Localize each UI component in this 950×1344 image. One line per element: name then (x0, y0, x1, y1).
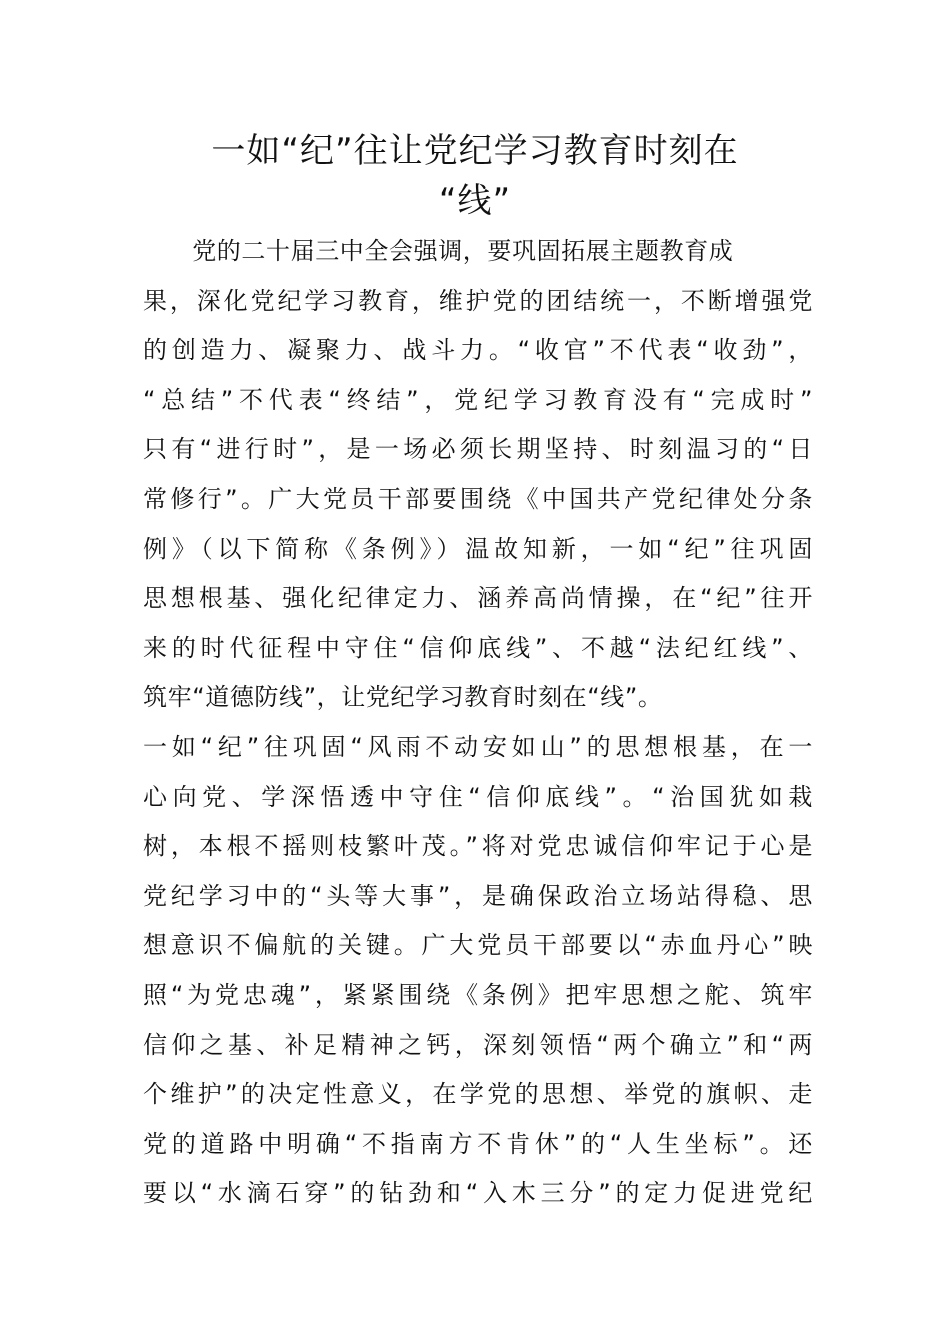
document-title-line-2: “线” (438, 181, 512, 221)
paragraph-line: 筑牢“道德防线”，让党纪学习教育时刻在“线”。 (143, 683, 663, 712)
paragraph-line: 照“为党忠魂”，紧紧围绕《条例》把牢思想之舵、筑牢 (143, 980, 813, 1009)
paragraph-line: 例》（以下简称《条例》）温故知新，一如“纪”往巩固 (143, 534, 813, 563)
paragraph-line: 个维护”的决定性意义，在学党的思想、举党的旗帜、走 (143, 1080, 813, 1109)
document-title-line-1: 一如“纪”往让党纪学习教育时刻在 (211, 131, 739, 171)
paragraph-line: 思想根基、强化纪律定力、涵养高尚情操，在“纪”往开 (143, 584, 813, 613)
paragraph-line: 的创造力、凝聚力、战斗力。“收官”不代表“收劲”， (143, 336, 813, 365)
document-body (143, 227, 813, 1219)
paragraph-line: 来的时代征程中守住“信仰底线”、不越“法纪红线”、 (143, 633, 813, 662)
paragraph-line: “总结”不代表“终结”，党纪学习教育没有“完成时” (143, 385, 813, 414)
paragraph-line: 常修行”。广大党员干部要围绕《中国共产党纪律处分条 (143, 484, 813, 513)
paragraph-line: 信仰之基、补足精神之钙，深刻领悟“两个确立”和“两 (143, 1030, 813, 1059)
paragraph-line: 党纪学习中的“头等大事”，是确保政治立场站得稳、思 (143, 881, 813, 910)
paragraph-line: 党的道路中明确“不指南方不肯休”的“人生坐标”。还 (143, 1129, 813, 1158)
paragraph-line: 要以“水滴石穿”的钻劲和“入木三分”的定力促进党纪 (143, 1179, 813, 1208)
paragraph-line: 果，深化党纪学习教育，维护党的团结统一，不断增强党 (143, 286, 813, 315)
paragraph-1 (143, 227, 813, 723)
paragraph-line: 党的二十届三中全会强调，要巩固拓展主题教育成 (143, 237, 734, 265)
paragraph-line: 想意识不偏航的关键。广大党员干部要以“赤血丹心”映 (143, 931, 813, 960)
paragraph-line: 心向党、学深悟透中守住“信仰底线”。“治国犹如栽 (143, 782, 813, 811)
paragraph-line: 树，本根不摇则枝繁叶茂。”将对党忠诚信仰牢记于心是 (143, 832, 813, 861)
paragraph-2 (143, 723, 813, 1219)
paragraph-line: 只有“进行时”，是一场必须长期坚持、时刻温习的“日 (143, 435, 813, 464)
paragraph-line: 一如“纪”往巩固“风雨不动安如山”的思想根基，在一 (143, 732, 813, 761)
